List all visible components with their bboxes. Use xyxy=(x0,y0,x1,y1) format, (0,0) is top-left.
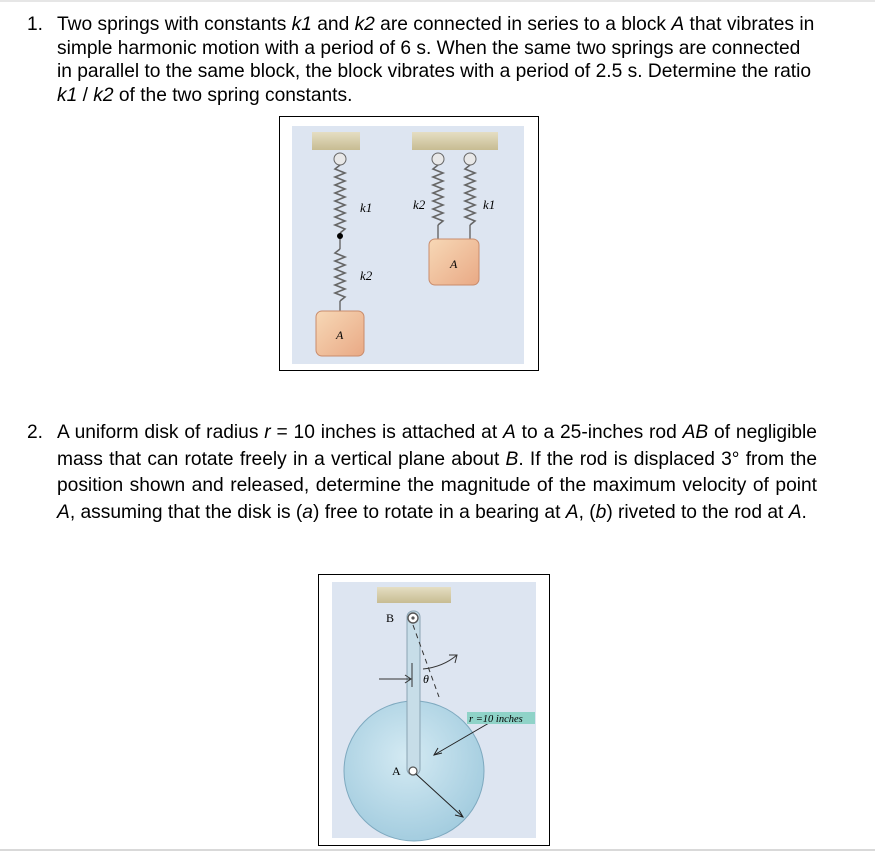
junction-dot xyxy=(337,233,343,239)
rod-ab xyxy=(407,611,420,775)
spring-hook xyxy=(464,153,476,165)
ceiling-support xyxy=(412,132,498,150)
point-a xyxy=(409,767,417,775)
label-block-series: A xyxy=(336,328,344,342)
spring-hook xyxy=(334,153,346,165)
label-k1-parallel: k1 xyxy=(483,197,496,212)
disk-rod-figure xyxy=(318,574,550,846)
bottom-divider xyxy=(0,849,875,851)
angle-theta-label: θ xyxy=(423,672,429,686)
label-k2-parallel: k2 xyxy=(413,197,426,212)
problem-number: 2. xyxy=(27,422,44,443)
problem-2 xyxy=(27,420,817,526)
top-divider xyxy=(0,0,875,2)
problem-number: 1. xyxy=(27,14,44,35)
label-b: B xyxy=(386,611,395,625)
label-k1-series: k1 xyxy=(360,200,373,215)
problem-1 xyxy=(27,13,817,107)
spring-hook xyxy=(432,153,444,165)
label-k2-series: k2 xyxy=(360,268,373,283)
springs-figure xyxy=(279,116,539,371)
ceiling-support xyxy=(377,587,451,603)
label-a: A xyxy=(392,764,401,778)
problem-text: A uniform disk of radius r = 10 inches is attached at A to a 25-inches rod AB of negligible mass that can rotate freely in a vertical plane about B. If the rod is displaced 3° from the position shown and released, determine the magnitude of the maximum velocity of point A, assuming that the disk is (a) free to rotate in a bearing at A, (b) riveted to the rod at A. xyxy=(57,422,817,523)
radius-label: r =10 inches xyxy=(469,714,523,725)
label-block-parallel: A xyxy=(450,257,458,271)
problem-text: Two springs with constants k1 and k2 are connected in series to a block A that vibrates in simple harmonic motion with a period of 6 s. When the same two springs are connected in parallel to the same block, the block vibrates with a period of 2.5 s. Determine the ratio k1 / k2 of the two spring constants. xyxy=(57,14,815,106)
ceiling-support xyxy=(312,132,360,150)
